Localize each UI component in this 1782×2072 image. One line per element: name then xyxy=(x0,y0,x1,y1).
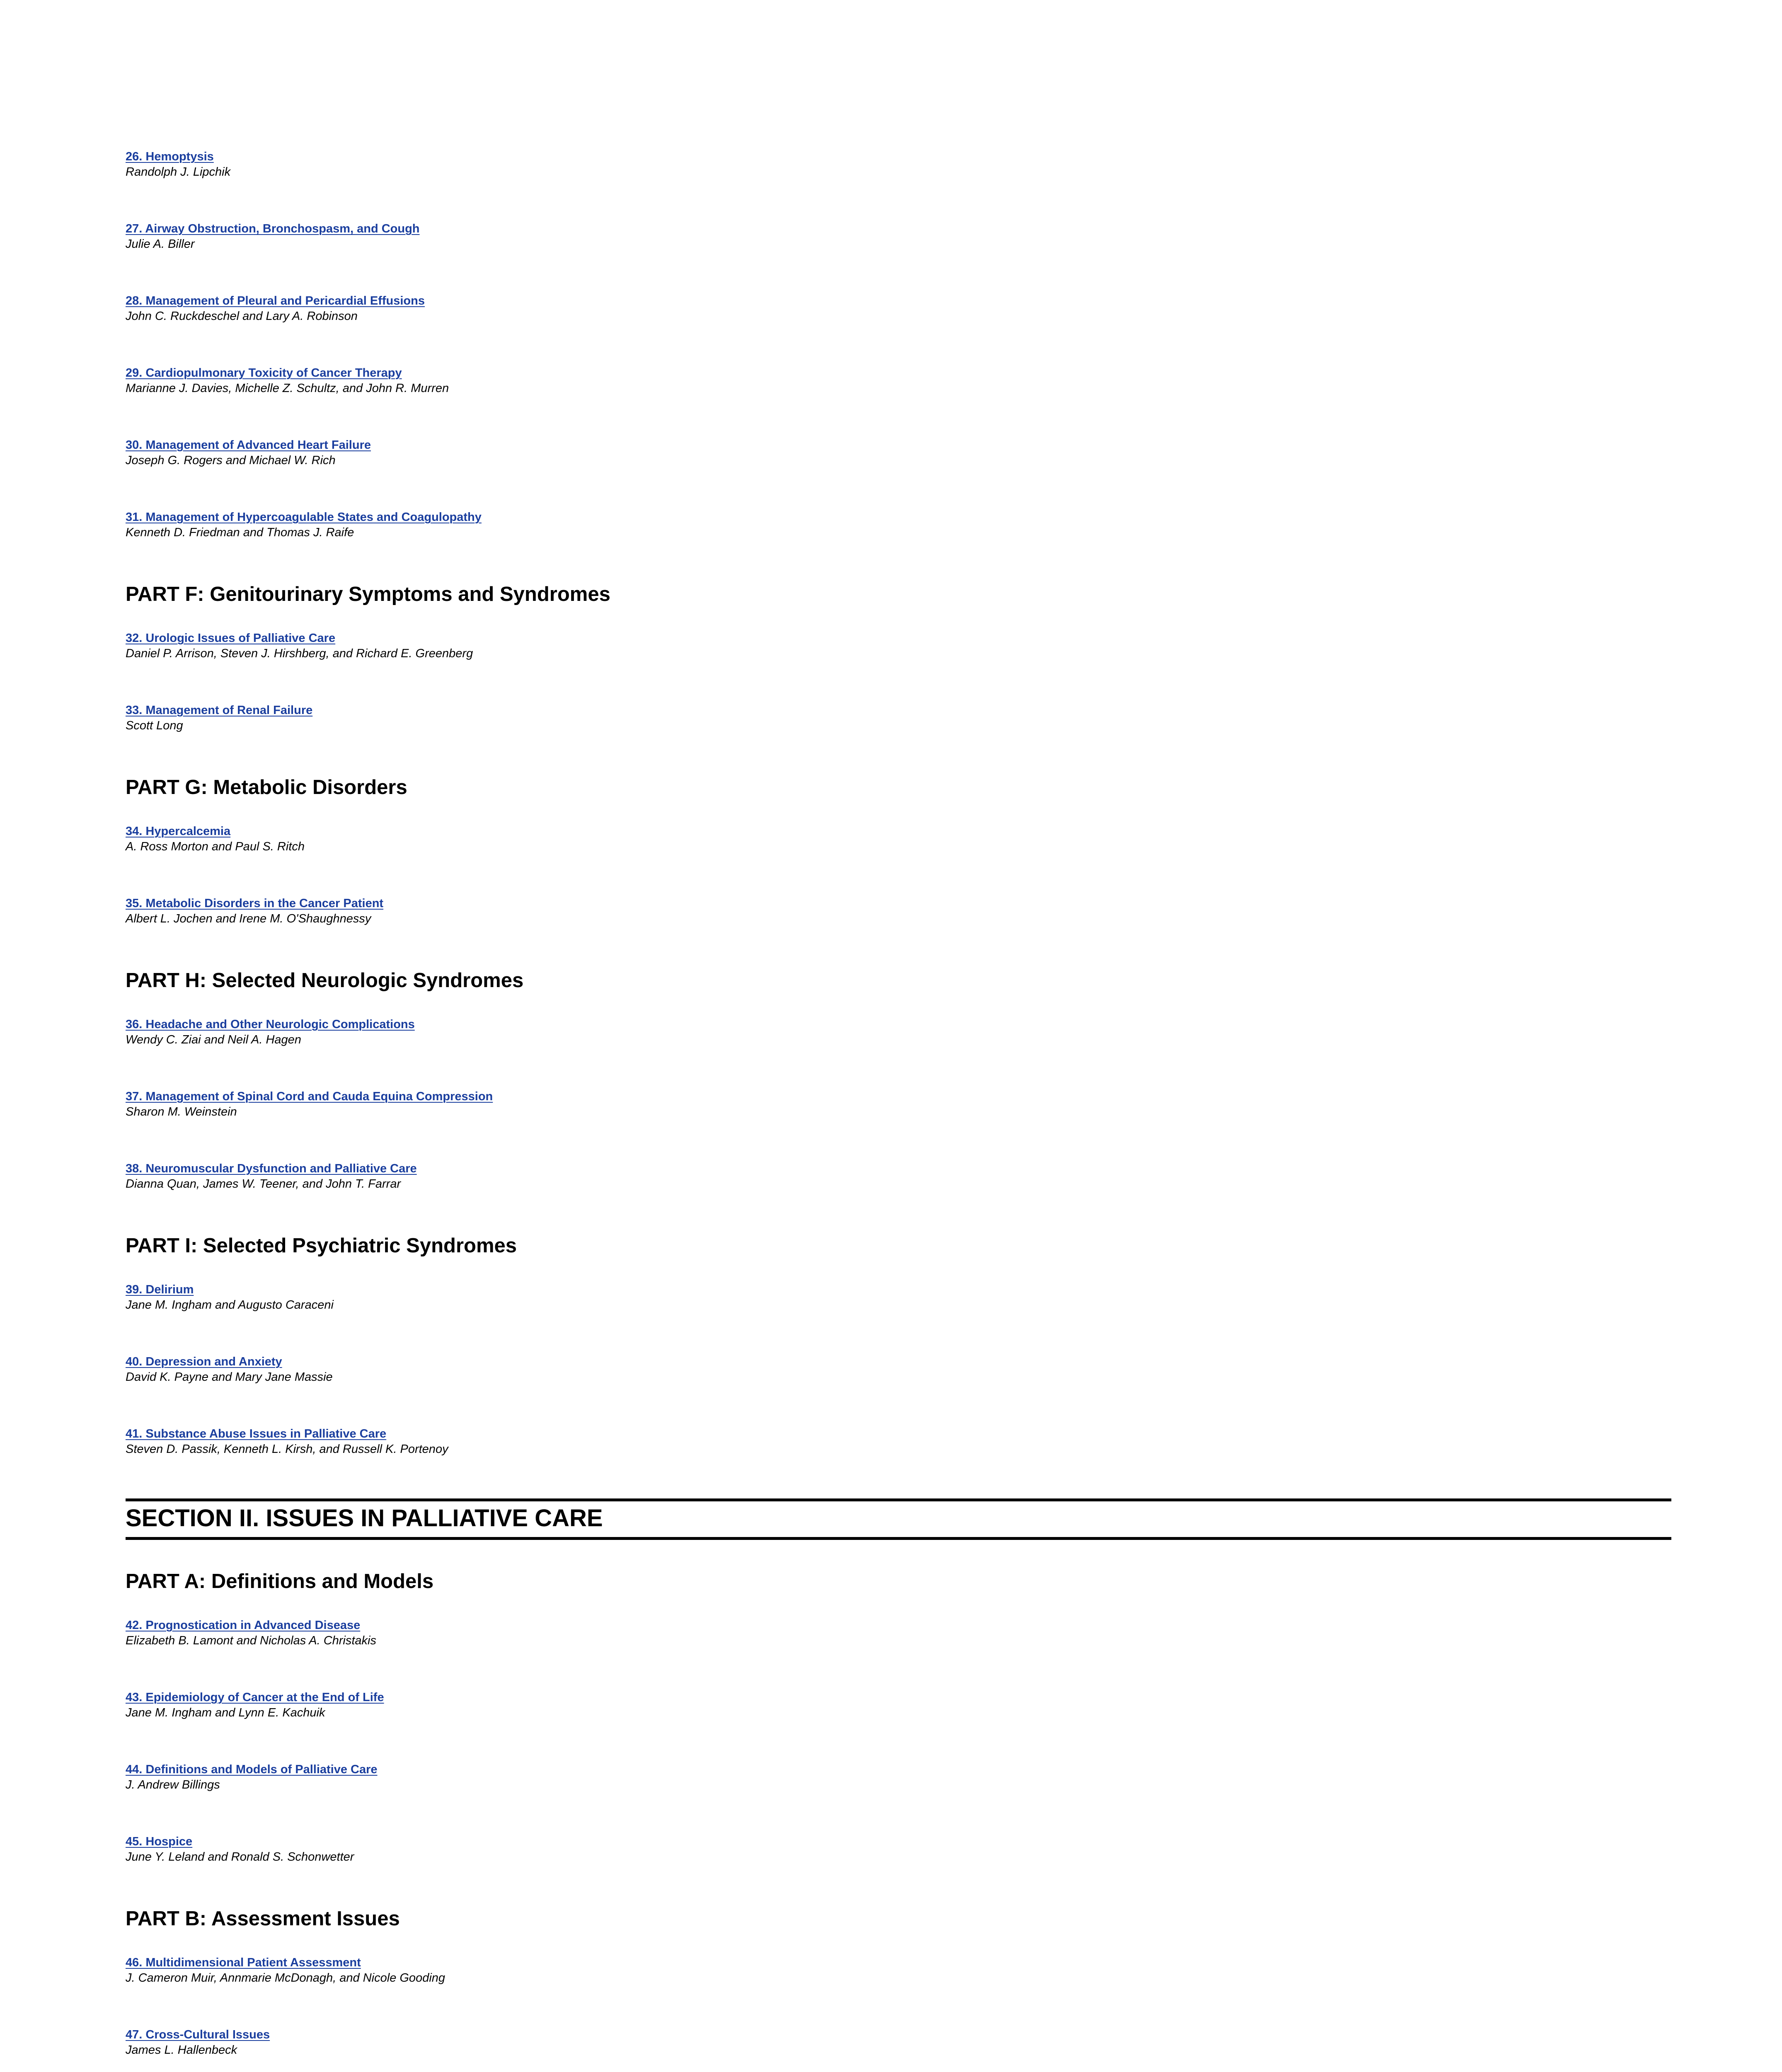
part-heading-f: PART F: Genitourinary Symptoms and Syndromes xyxy=(126,583,610,605)
chapter-link[interactable]: 33. Management of Renal Failure xyxy=(126,704,313,717)
chapter-authors: Jane M. Ingham and Lynn E. Kachuik xyxy=(126,1706,325,1719)
chapter-link[interactable]: 45. Hospice xyxy=(126,1835,193,1848)
chapter-authors: Scott Long xyxy=(126,719,183,732)
chapter-link[interactable]: 43. Epidemiology of Cancer at the End of Life xyxy=(126,1691,384,1704)
chapter-entry xyxy=(126,1955,1671,1986)
chapter-entry xyxy=(126,149,1671,180)
chapter-link[interactable]: 32. Urologic Issues of Palliative Care xyxy=(126,632,336,645)
chapter-authors: Kenneth D. Friedman and Thomas J. Raife xyxy=(126,526,354,539)
chapter-entry xyxy=(126,1426,1671,1457)
chapter-entry xyxy=(126,1834,1671,1865)
chapter-authors: Steven D. Passik, Kenneth L. Kirsh, and Russell K. Portenoy xyxy=(126,1443,448,1456)
chapter-authors: Wendy C. Ziai and Neil A. Hagen xyxy=(126,1033,301,1046)
chapter-authors: J. Cameron Muir, Annmarie McDonagh, and Nicole Gooding xyxy=(126,1971,446,1985)
chapter-entry xyxy=(126,510,1671,540)
part-heading-h: PART H: Selected Neurologic Syndromes xyxy=(126,969,524,992)
chapter-authors: Jane M. Ingham and Augusto Caraceni xyxy=(126,1298,334,1312)
part-heading-i: PART I: Selected Psychiatric Syndromes xyxy=(126,1234,517,1257)
table-of-contents xyxy=(126,149,1671,2072)
chapter-link[interactable]: 40. Depression and Anxiety xyxy=(126,1355,282,1368)
part-heading-a: PART A: Definitions and Models xyxy=(126,1570,434,1593)
chapter-authors: James L. Hallenbeck xyxy=(126,2043,237,2057)
chapter-entry xyxy=(126,1690,1671,1721)
chapter-authors: J. Andrew Billings xyxy=(126,1778,220,1791)
chapter-link[interactable]: 31. Management of Hypercoagulable States and Coagulopathy xyxy=(126,511,482,524)
chapter-authors: Dianna Quan, James W. Teener, and John T. Farrar xyxy=(126,1177,401,1191)
chapter-entry xyxy=(126,221,1671,252)
chapter-entry xyxy=(126,1354,1671,1385)
chapter-entry xyxy=(126,1762,1671,1793)
chapter-entry xyxy=(126,824,1671,854)
chapter-authors: Sharon M. Weinstein xyxy=(126,1105,237,1118)
chapter-authors: Daniel P. Arrison, Steven J. Hirshberg, and Richard E. Greenberg xyxy=(126,647,473,660)
chapter-entry xyxy=(126,1017,1671,1048)
chapter-link[interactable]: 29. Cardiopulmonary Toxicity of Cancer Therapy xyxy=(126,366,402,380)
chapter-entry xyxy=(126,438,1671,468)
chapter-entry xyxy=(126,1618,1671,1648)
chapter-link[interactable]: 26. Hemoptysis xyxy=(126,150,214,163)
chapter-link[interactable]: 35. Metabolic Disorders in the Cancer Patient xyxy=(126,897,384,910)
chapter-link[interactable]: 39. Delirium xyxy=(126,1283,194,1296)
chapter-authors: A. Ross Morton and Paul S. Ritch xyxy=(126,840,305,853)
chapter-link[interactable]: 44. Definitions and Models of Palliative Care xyxy=(126,1763,378,1776)
chapter-link[interactable]: 27. Airway Obstruction, Bronchospasm, and Cough xyxy=(126,222,420,235)
chapter-entry xyxy=(126,1161,1671,1192)
chapter-entry xyxy=(126,631,1671,661)
chapter-authors: Joseph G. Rogers and Michael W. Rich xyxy=(126,454,336,467)
chapter-link[interactable]: 36. Headache and Other Neurologic Complications xyxy=(126,1018,415,1031)
chapter-entry xyxy=(126,1282,1671,1313)
chapter-authors: Elizabeth B. Lamont and Nicholas A. Christakis xyxy=(126,1634,376,1647)
chapter-authors: Julie A. Biller xyxy=(126,237,195,251)
chapter-link[interactable]: 47. Cross-Cultural Issues xyxy=(126,2028,270,2041)
chapter-authors: John C. Ruckdeschel and Lary A. Robinson xyxy=(126,310,358,323)
chapter-link[interactable]: 28. Management of Pleural and Pericardial Effusions xyxy=(126,294,425,307)
chapter-authors: Randolph J. Lipchik xyxy=(126,165,231,179)
chapter-entry xyxy=(126,2027,1671,2058)
chapter-authors: June Y. Leland and Ronald S. Schonwetter xyxy=(126,1850,354,1864)
chapter-link[interactable]: 42. Prognostication in Advanced Disease xyxy=(126,1619,361,1632)
chapter-link[interactable]: 37. Management of Spinal Cord and Cauda Equina Compression xyxy=(126,1090,493,1103)
chapter-entry xyxy=(126,293,1671,324)
section-heading: SECTION II. ISSUES IN PALLIATIVE CARE xyxy=(126,1498,1671,1540)
chapter-link[interactable]: 46. Multidimensional Patient Assessment xyxy=(126,1956,361,1969)
chapter-authors: Marianne J. Davies, Michelle Z. Schultz, and John R. Murren xyxy=(126,382,449,395)
chapter-entry xyxy=(126,896,1671,927)
chapter-entry xyxy=(126,366,1671,396)
chapter-link[interactable]: 38. Neuromuscular Dysfunction and Palliative Care xyxy=(126,1162,417,1175)
chapter-link[interactable]: 30. Management of Advanced Heart Failure xyxy=(126,438,371,452)
chapter-link[interactable]: 41. Substance Abuse Issues in Palliative Care xyxy=(126,1427,387,1440)
chapter-authors: David K. Payne and Mary Jane Massie xyxy=(126,1370,333,1384)
chapter-authors: Albert L. Jochen and Irene M. O'Shaughnessy xyxy=(126,912,371,925)
part-heading-b: PART B: Assessment Issues xyxy=(126,1907,400,1930)
chapter-entry xyxy=(126,703,1671,733)
part-heading-g: PART G: Metabolic Disorders xyxy=(126,776,407,799)
chapter-entry xyxy=(126,1089,1671,1120)
chapter-link[interactable]: 34. Hypercalcemia xyxy=(126,825,231,838)
